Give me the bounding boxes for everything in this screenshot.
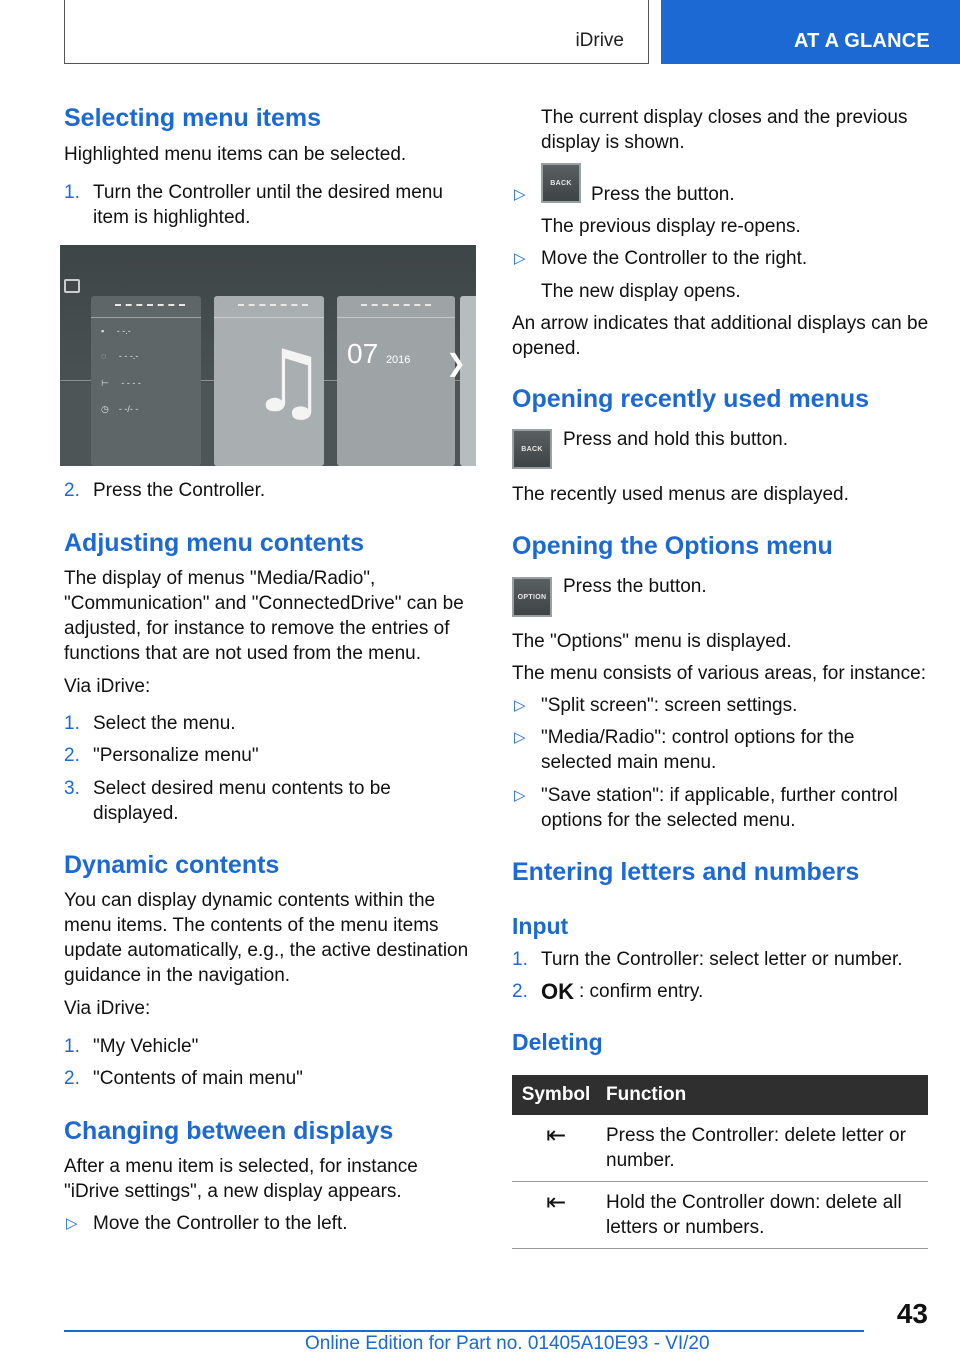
bullet-text: Move the Controller to the left.	[93, 1213, 348, 1234]
step-text: "My Vehicle"	[93, 1036, 199, 1057]
bullet-text: Press the button.	[591, 184, 735, 205]
para-menu-consists: The menu consists of various areas, for instance:	[512, 663, 926, 684]
para-press-hold: Press and hold this button.	[563, 429, 788, 450]
heading-recently-used-menus: Opening recently used menus	[512, 385, 870, 413]
para-previous-reopens: The previous display re-opens.	[541, 216, 801, 237]
step-number: 3.	[64, 778, 80, 799]
step-number: 2.	[64, 480, 80, 501]
back-button-image: BACK	[512, 429, 552, 469]
step-number: 1.	[64, 1036, 80, 1057]
step-number: 1.	[64, 713, 80, 734]
step-number: 2.	[512, 981, 528, 1002]
idrive-screen-figure	[60, 245, 476, 466]
heading-input: Input	[512, 913, 569, 939]
step-text: Select the menu.	[93, 713, 236, 734]
step-number: 2.	[64, 745, 80, 766]
para-selecting: Highlighted menu items can be selected.	[64, 144, 407, 165]
heading-changing-between-displays: Changing between displays	[64, 1117, 394, 1145]
para-new-display: The new display opens.	[541, 281, 741, 302]
table-header-function: Function	[600, 1075, 928, 1115]
table-row	[512, 1182, 928, 1249]
bullet-triangle-icon: ▷	[514, 787, 526, 804]
header-chapter-tab: AT A GLANCE	[661, 0, 960, 64]
heading-deleting: Deleting	[512, 1029, 603, 1055]
para-adjusting: The display of menus "Media/Radio", "Communication" and "ConnectedDrive" can be adjusted, for instance to remove the entries of functions that are not used from the menu.	[64, 568, 464, 664]
figure-card-vehicle	[91, 296, 201, 466]
heading-adjusting-menu-contents: Adjusting menu contents	[64, 529, 364, 557]
bullet-triangle-icon: ▷	[514, 729, 526, 746]
back-button-image: BACK	[541, 163, 581, 203]
step-text: Turn the Controller: select letter or number.	[541, 949, 903, 970]
delete-arrow-icon: ⇤	[512, 1115, 600, 1182]
step-text: "Personalize menu"	[93, 745, 259, 766]
bullet-text: "Save station": if applicable, further control options for the selected menu.	[541, 785, 898, 831]
footer-edition: Online Edition for Part no. 01405A10E93 - VI/20	[305, 1333, 710, 1354]
bullet-triangle-icon: ▷	[514, 697, 526, 714]
step-text: Press the Controller.	[93, 480, 266, 501]
para-display-closes: The current display closes and the previous display is shown.	[541, 107, 908, 153]
figure-row-icon: ▪ - -.-	[101, 326, 131, 336]
header-section-box	[64, 0, 649, 64]
footer-divider	[64, 1330, 864, 1332]
bullet-triangle-icon: ▷	[66, 1215, 78, 1232]
bullet-triangle-icon: ▷	[514, 186, 526, 203]
heading-selecting-menu-items: Selecting menu items	[64, 104, 322, 132]
bullet-text: "Split screen": screen settings.	[541, 695, 798, 716]
para-changing: After a menu item is selected, for instance "iDrive settings", a new display appears.	[64, 1156, 418, 1202]
table-header-row	[512, 1075, 928, 1115]
figure-card-media	[214, 296, 328, 466]
figure-row-icon: ◷ - -/- -	[101, 404, 139, 414]
option-button-image: OPTION	[512, 577, 552, 617]
music-note-icon: ♫	[250, 332, 328, 432]
delete-arrow-icon: ⇤	[512, 1182, 600, 1249]
table-header-symbol: Symbol	[512, 1075, 600, 1115]
via-idrive-label: Via iDrive:	[64, 998, 151, 1019]
via-idrive-label: Via iDrive:	[64, 676, 151, 697]
heading-dynamic-contents: Dynamic contents	[64, 851, 280, 879]
figure-row-icon: ⊢ - - - -	[101, 378, 141, 388]
para-press-button: Press the button.	[563, 576, 707, 597]
figure-row-icon: ◌ - - -.-	[101, 351, 139, 361]
para-arrow-indicates: An arrow indicates that additional displays can be opened.	[512, 313, 929, 359]
table-cell-function: Press the Controller: delete letter or number.	[600, 1115, 928, 1182]
ok-icon: OK	[541, 979, 574, 1004]
bullet-text: "Media/Radio": control options for the selected main menu.	[541, 727, 855, 773]
table-cell-function: Hold the Controller down: delete all letters or numbers.	[600, 1182, 928, 1249]
step-text: Turn the Controller until the desired menu item is highlighted.	[93, 182, 443, 228]
step-number: 2.	[64, 1068, 80, 1089]
page-number: 43	[896, 1298, 928, 1329]
bullet-text: Move the Controller to the right.	[541, 248, 808, 269]
heading-entering-letters: Entering letters and numbers	[512, 858, 860, 886]
para-recent-displayed: The recently used menus are displayed.	[512, 484, 849, 505]
figure-menu-icon	[64, 279, 80, 293]
bullet-triangle-icon: ▷	[514, 250, 526, 267]
header-section-title: iDrive	[575, 30, 624, 51]
figure-date: 07 2016	[347, 338, 411, 369]
figure-card-date	[337, 296, 455, 466]
step-number: 1.	[64, 182, 80, 203]
step-number: 1.	[512, 949, 528, 970]
figure-card-partial	[460, 296, 476, 466]
para-dynamic: You can display dynamic contents within the menu items. The contents of the menu items update automatically, e.g., the active destination guidance in the navigation.	[64, 890, 469, 986]
heading-options-menu: Opening the Options menu	[512, 532, 833, 560]
step-text: : confirm entry.	[579, 981, 704, 1002]
step-text: Select desired menu contents to be displayed.	[93, 778, 391, 824]
deleting-table	[512, 1075, 928, 1249]
step-text: "Contents of main menu"	[93, 1068, 303, 1089]
para-options-displayed: The "Options" menu is displayed.	[512, 631, 792, 652]
table-row	[512, 1115, 928, 1182]
chevron-right-icon: ❯	[446, 350, 467, 377]
